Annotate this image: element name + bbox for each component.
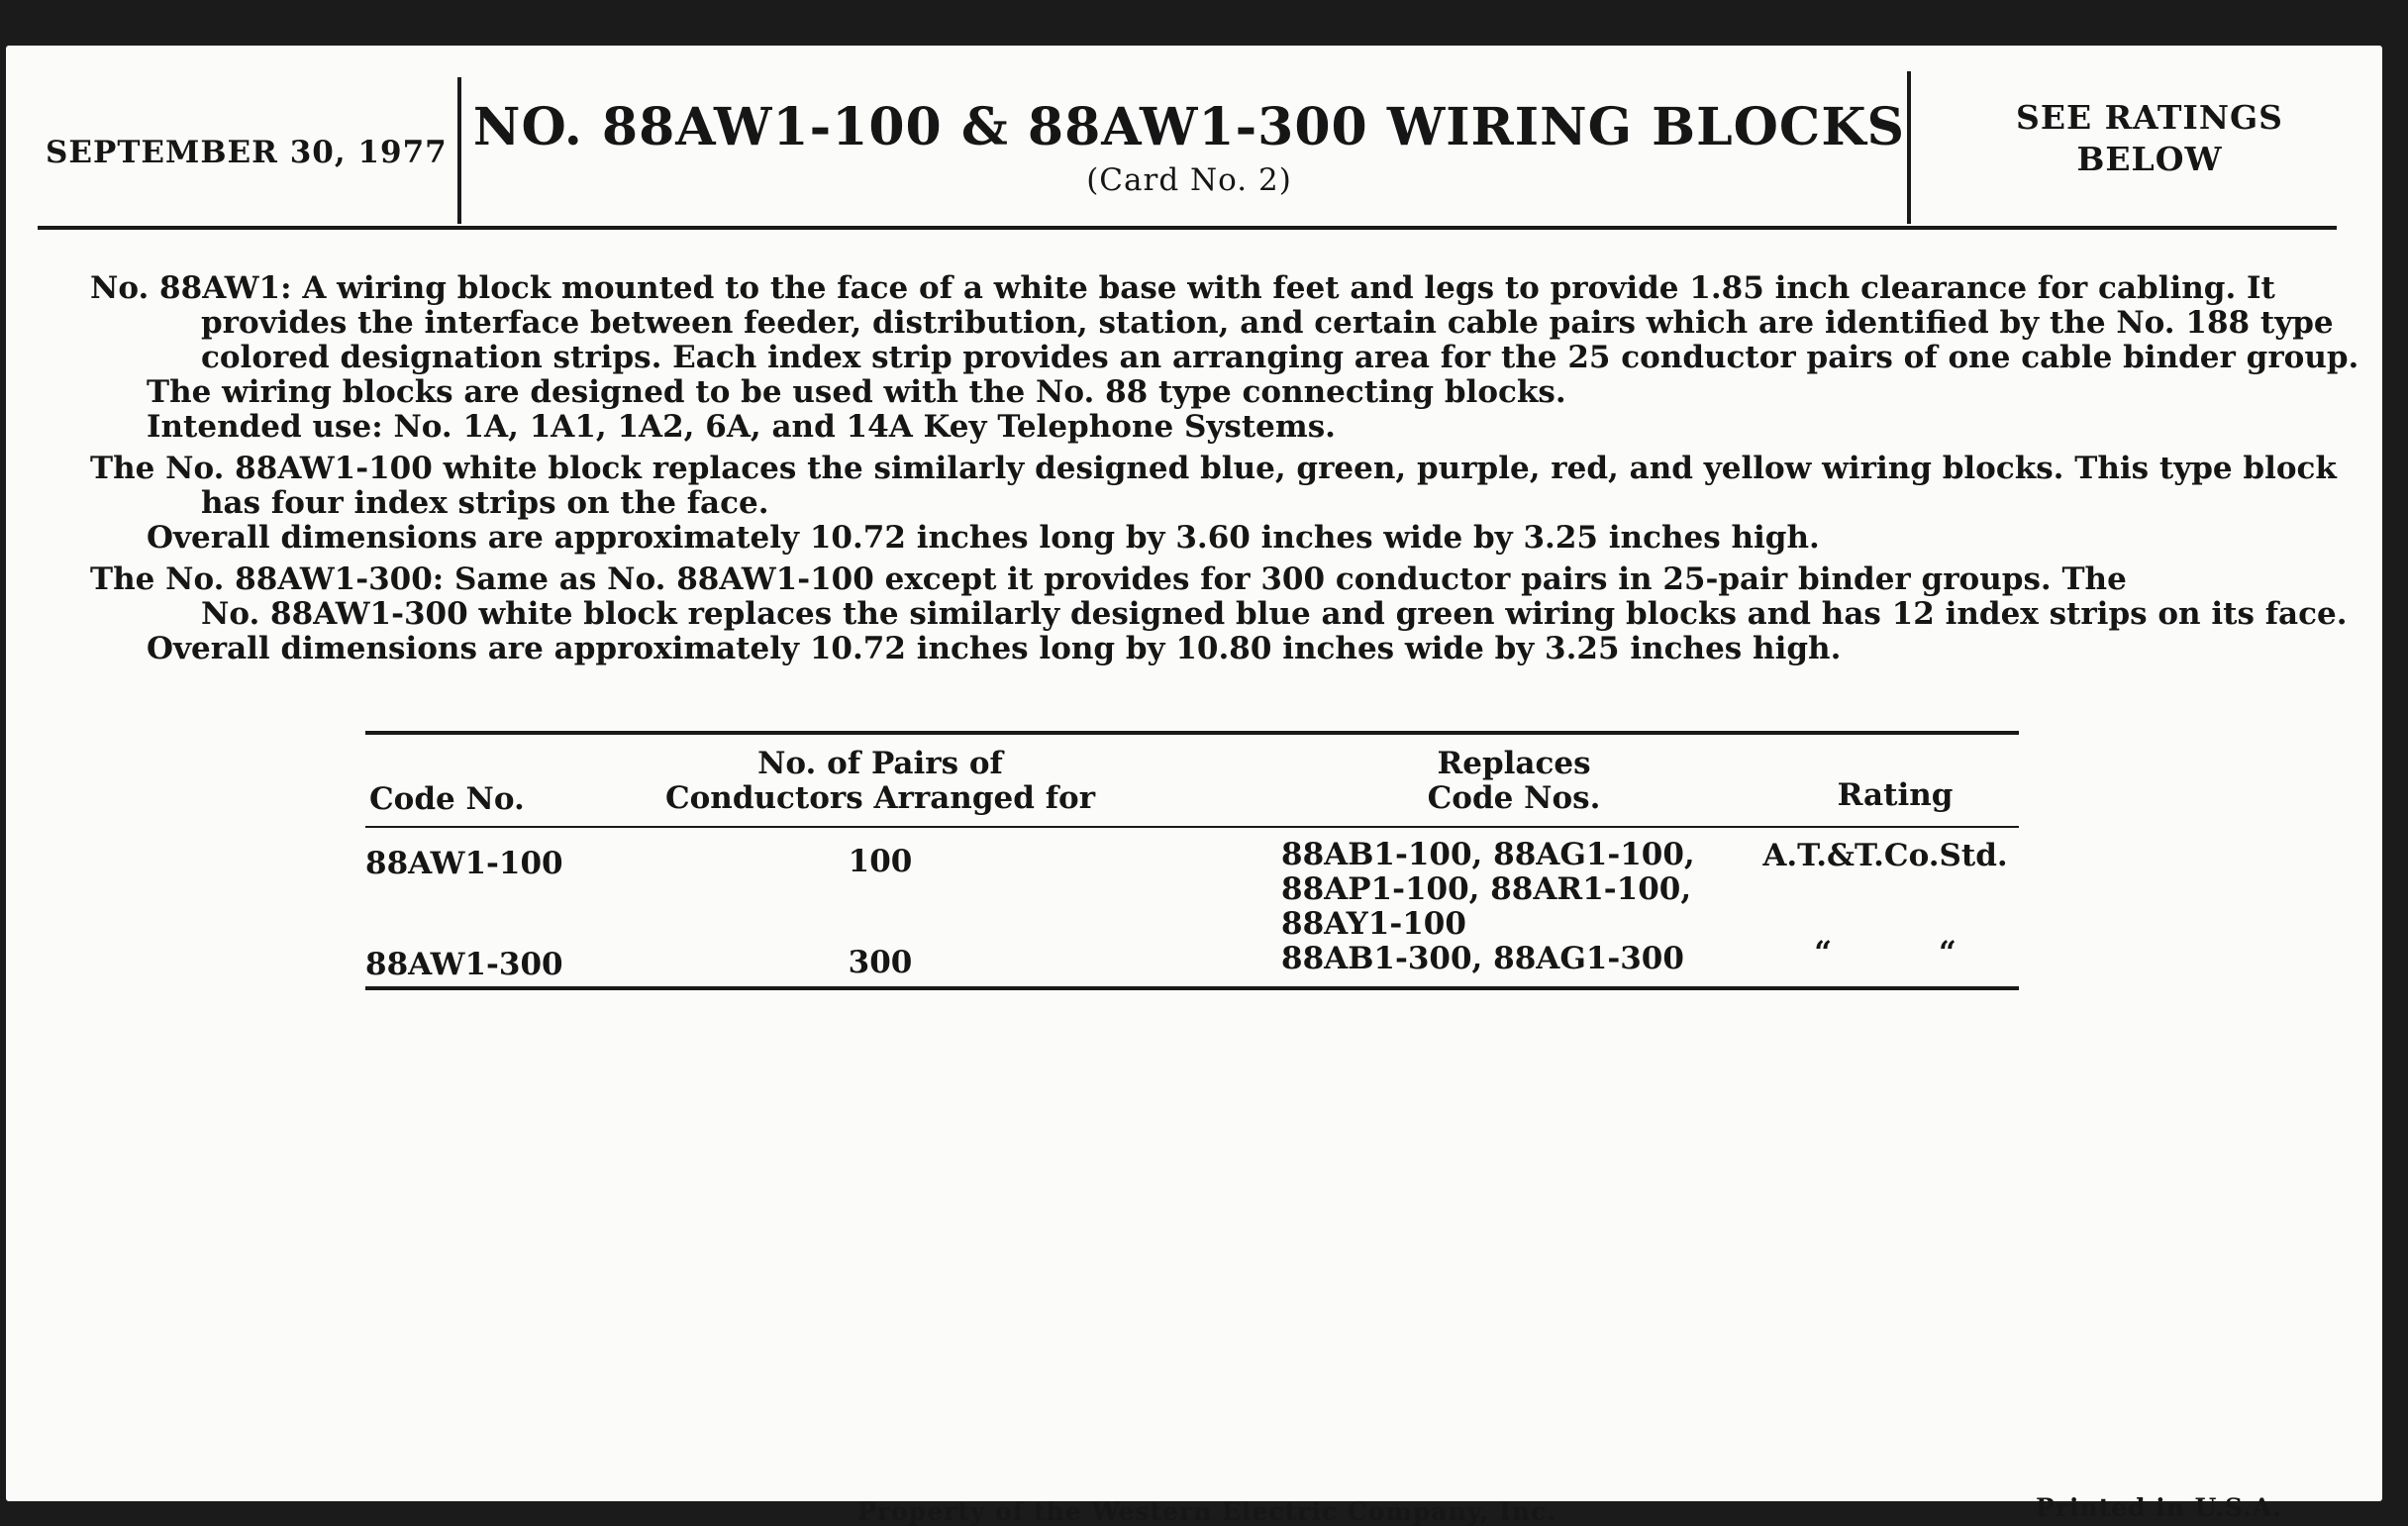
row1-replaces-line2: 88AP1-100, 88AR1-100, [1281, 871, 1692, 907]
dimensions-100: Overall dimensions are approximately 10.72 inches long by 3.60 inches wide by 3.25 inches high. [147, 520, 1820, 556]
page-title: NO. 88AW1-100 & 88AW1-300 WIRING BLOCKS [472, 97, 1906, 157]
footer-printed: Printed in U.S.A. [2036, 1493, 2282, 1522]
issue-date: SEPTEMBER 30, 1977 [46, 135, 448, 170]
page-subtitle: (Card No. 2) [1086, 162, 1292, 198]
intended-use: Intended use: No. 1A, 1A1, 1A2, 6A, and 14A Key Telephone Systems. [147, 409, 1336, 445]
row2-code: 88AW1-300 [365, 947, 563, 982]
table-header-rule [365, 826, 2019, 828]
header-code: Code No. [369, 781, 525, 817]
header-divider-right [1907, 71, 1911, 224]
ratings-note [1917, 97, 2382, 180]
header-pairs-line2: Conductors Arranged for [664, 780, 1096, 816]
ratings-note-line1: SEE RATINGS [2015, 98, 2284, 137]
paragraph-88aw1-100-line2: has four index strips on the face. [201, 485, 769, 521]
header-divider-left [457, 77, 461, 224]
table-top-rule [365, 731, 2019, 735]
paragraph-88aw1-300-line2: No. 88AW1-300 white block replaces the similarly designed blue and green wiring blocks and has 12 index strips on its face. [201, 596, 2348, 632]
row1-replaces-line3: 88AY1-100 [1281, 906, 1466, 942]
header-replaces-line2: Code Nos. [1427, 780, 1601, 816]
row2-pairs: 300 [848, 945, 913, 980]
paragraph-88aw1-line2: provides the interface between feeder, distribution, station, and certain cable pairs which are identified by the No. 188 type [201, 305, 2334, 341]
paragraph-88aw1-100-line1: The No. 88AW1-100 white block replaces the similarly designed blue, green, purple, red, and yellow wiring blocks. This type block [90, 451, 2337, 486]
row1-pairs: 100 [848, 844, 913, 879]
header-rating: Rating [1837, 777, 1954, 813]
header-replaces-line1: Replaces [1437, 746, 1591, 781]
table-bottom-rule [365, 986, 2019, 990]
row2-rating: “ “ [1814, 935, 1956, 970]
paragraph-88aw1-line1: No. 88AW1: A wiring block mounted to the face of a white base with feet and legs to provide 1.85 inch clearance for cabling. It [90, 270, 2275, 306]
catalog-card [6, 46, 2382, 1526]
row1-replaces-line1: 88AB1-100, 88AG1-100, [1281, 837, 1695, 872]
paragraph-88aw1-line3: colored designation strips. Each index strip provides an arranging area for the 25 conductor pairs of one cable binder group. [201, 340, 2359, 375]
ratings-note-line2: BELOW [2076, 140, 2223, 178]
paragraph-88aw1-line4: The wiring blocks are designed to be used with the No. 88 type connecting blocks. [147, 374, 1566, 410]
header-pairs-line1: No. of Pairs of [757, 746, 1003, 781]
row1-rating: A.T.&T.Co.Std. [1762, 838, 2008, 873]
header-replaces [1355, 747, 1672, 816]
header-rule [38, 226, 2337, 230]
row1-replaces [1281, 838, 1695, 942]
header-pairs [643, 747, 1118, 816]
dimensions-300: Overall dimensions are approximately 10.72 inches long by 10.80 inches wide by 3.25 inches high. [147, 631, 1842, 666]
row2-replaces: 88AB1-300, 88AG1-300 [1281, 941, 1684, 976]
description-body [90, 270, 2359, 666]
paragraph-88aw1-300-line1: The No. 88AW1-300: Same as No. 88AW1-100 except it provides for 300 conductor pairs in 25-pair binder groups. The [90, 561, 2127, 597]
row1-code: 88AW1-100 [365, 846, 563, 881]
footer-property: Property of the Western Electric Company, Inc. [857, 1497, 1557, 1526]
